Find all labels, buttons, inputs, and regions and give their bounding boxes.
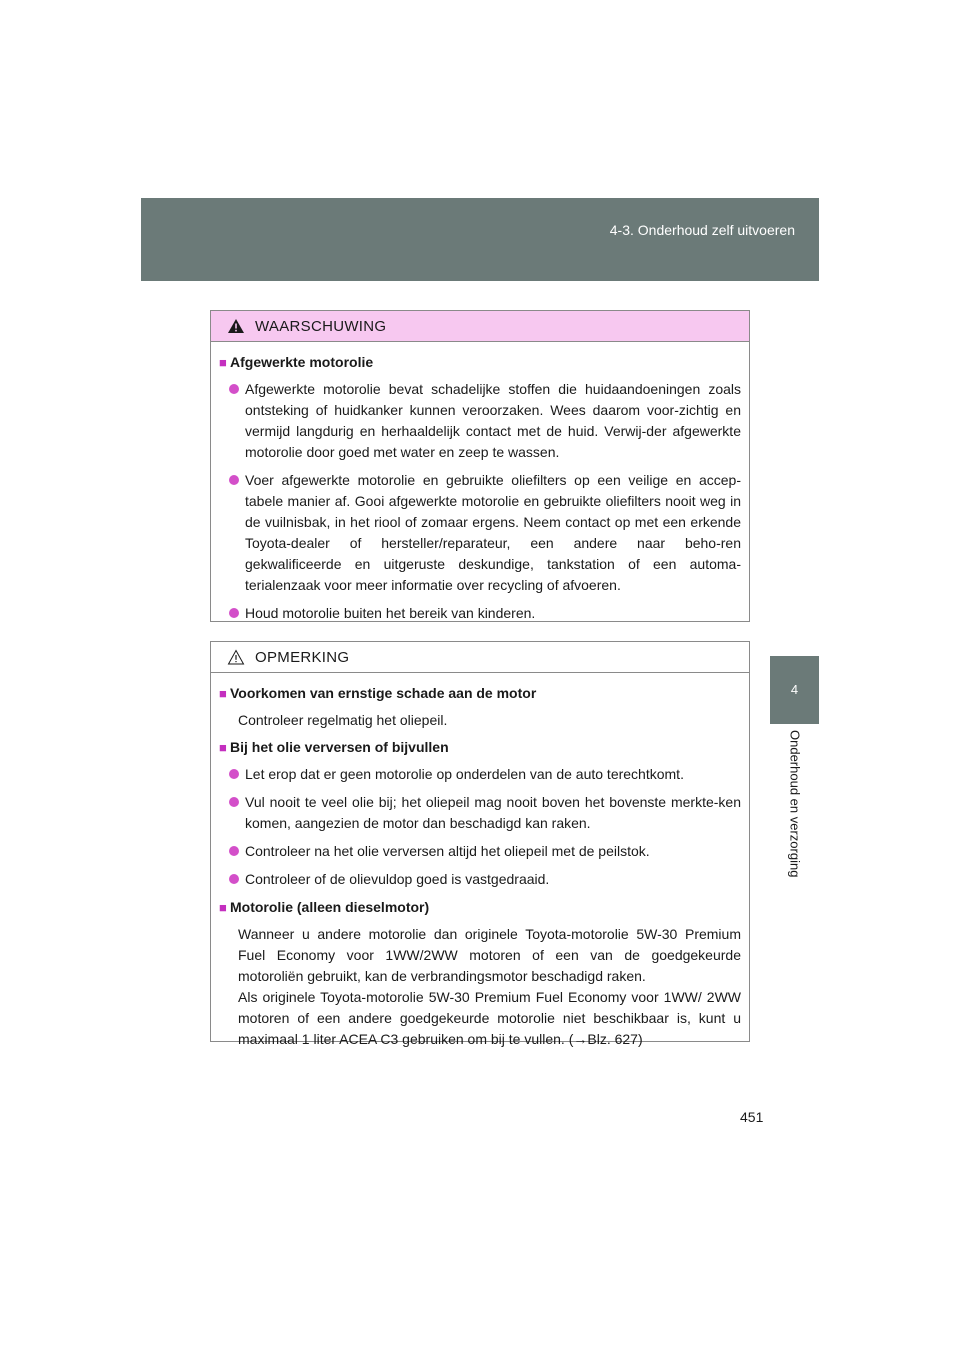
round-bullet-icon <box>229 379 243 463</box>
chapter-number-tab: 4 <box>770 656 819 724</box>
note-heading <box>219 897 741 918</box>
note-paragraph: Als originele Toyota-motorolie 5W-30 Premium Fuel Economy voor 1WW/ 2WW motoren of een andere goedgekeurde motorolie niet beschikbaar is, kunt u maximaal 1 liter ACEA C3 gebruiken om bij te vullen. (→Blz. 627) <box>238 989 741 1047</box>
warning-heading <box>219 352 741 373</box>
header-band <box>141 198 819 281</box>
square-bullet-icon: ■ <box>219 686 227 701</box>
round-bullet-icon <box>229 841 243 862</box>
note-bullet <box>229 841 741 862</box>
warning-filled-icon <box>227 318 245 334</box>
note-bullet-text: Let erop dat er geen motorolie op onderdelen van de auto terechtkomt. <box>245 766 684 782</box>
round-bullet-icon <box>229 792 243 834</box>
warning-box <box>210 310 750 622</box>
note-box <box>210 641 750 1047</box>
section-title: 4-3. Onderhoud zelf uitvoeren <box>609 222 795 238</box>
note-bullet <box>229 869 741 890</box>
warning-bullet <box>229 470 741 596</box>
page-number: 451 <box>740 1109 764 1125</box>
note-bullet <box>229 792 741 834</box>
square-bullet-icon: ■ <box>219 355 227 370</box>
note-bullet <box>229 764 741 785</box>
square-bullet-icon: ■ <box>219 900 227 915</box>
note-heading <box>219 683 741 704</box>
note-paragraph: Controleer regelmatig het oliepeil. <box>238 712 448 728</box>
note-bullet-text: Vul nooit te veel olie bij; het oliepeil mag nooit boven het bovenste merkte-ken komen, aangezien de motor dan beschadigd kan raken. <box>245 794 741 831</box>
warning-bullet-text: Voer afgewerkte motorolie en gebruikte oliefilters op een veilige en accep-tabele manier af. Gooi afgewerkte motorolie en gebruikte oliefilters nooit weg in de vuilnisbak, in het riool of zomaar ergens. Neem contact op met een erkende Toyota-dealer of hersteller/reparateur, een andere naar beho-ren gekwalificeerde en uitgeruste deskundige, tankstation of een automa-terialenzaak voor meer informatie over recycling of afvoeren. <box>245 472 741 593</box>
note-header <box>211 642 749 673</box>
warning-outline-icon <box>227 649 245 665</box>
chapter-title <box>770 730 819 900</box>
note-body <box>211 673 749 1050</box>
warning-bullet-text: Afgewerkte motorolie bevat schadelijke stoffen die huidaandoeningen zoals ontsteking of huidkanker kunnen veroorzaken. Wees daarom voor-zichtig en vermijd langdurig en herhaaldelijk contact met de huid. Verwij-der afgewerkte motorolie door goed met water en zeep te wassen. <box>245 381 741 460</box>
note-heading-text: Motorolie (alleen dieselmotor) <box>230 899 430 915</box>
warning-title: WAARSCHUWING <box>255 317 387 335</box>
warning-heading-text: Afgewerkte motorolie <box>230 354 374 370</box>
warning-bullet <box>229 603 741 624</box>
note-bullet-text: Controleer na het olie verversen altijd het oliepeil met de peilstok. <box>245 843 650 859</box>
round-bullet-icon <box>229 603 243 624</box>
warning-body <box>211 342 749 624</box>
note-heading-text: Bij het olie verversen of bijvullen <box>230 739 449 755</box>
chapter-title-text: Onderhoud en verzorging <box>787 730 802 878</box>
warning-bullet-text: Houd motorolie buiten het bereik van kinderen. <box>245 605 536 621</box>
note-heading <box>219 737 741 758</box>
warning-header <box>211 311 749 342</box>
round-bullet-icon <box>229 470 243 596</box>
note-bullet-text: Controleer of de olievuldop goed is vastgedraaid. <box>245 871 550 887</box>
note-title: OPMERKING <box>255 648 350 666</box>
warning-bullet <box>229 379 741 463</box>
note-paragraph: Wanneer u andere motorolie dan originele Toyota-motorolie 5W-30 Premium Fuel Economy voor 1WW/2WW motoren of een van de goedgekeurde motoroliën gebruikt, kan de verbrandingsmotor beschadigd raken. <box>238 926 741 984</box>
note-heading-text: Voorkomen van ernstige schade aan de motor <box>230 685 537 701</box>
square-bullet-icon: ■ <box>219 740 227 755</box>
round-bullet-icon <box>229 869 243 890</box>
round-bullet-icon <box>229 764 243 785</box>
